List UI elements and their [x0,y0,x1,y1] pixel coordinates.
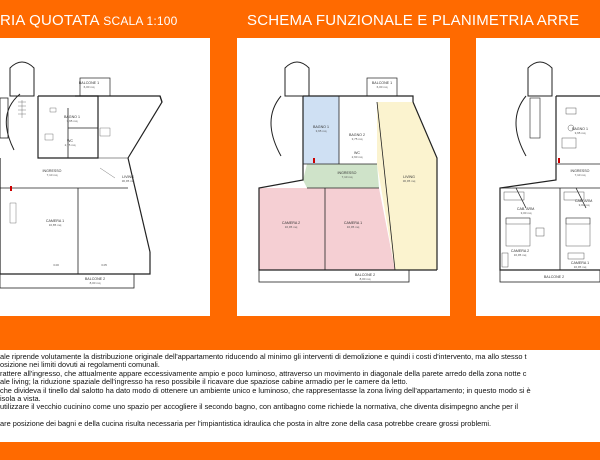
plan1-wc-area: 2,75 mq [64,143,76,147]
note-line-3: rattere all'ingresso, che attualmente appare eccessivamente ampio e poco luminoso, attraverso un movimento in diagonale della parete arredo della zona notte c [0,368,527,378]
schema-funzionale-drawing [237,38,450,316]
plan1-living-area: 30,95 mq [121,179,135,183]
plan2-living-area: 30,95 mq [402,179,416,183]
plan2-camera2-label: CAMERA 2 [281,221,301,225]
plan2-bagno2-label: BAGNO 2 [349,133,365,137]
plan1-balcone2-label: BALCONE 2 [84,277,106,281]
plan1-dimension-b: 3.05 [101,263,107,267]
plan2-bagno2-area: 3,75 mq [351,137,363,141]
plan3-bagno1-label: BAGNO 1 [572,127,588,131]
plan3-ingresso-area: 7,10 mq [574,173,586,177]
plan1-camera1-label: CAMERA 1 [45,219,65,223]
plan2-wc-label: WC [354,151,360,155]
note-line-2: osizione nei limiti dovuti ai regolamenti comunali. [0,360,160,370]
note-line-9: are posizione dei bagni e della cucina risulta necessaria per l'impiantistica idraulica che posta in altre zone della casa potrebbe creare grossi problemi. [0,419,492,429]
zone-camera-2 [259,188,325,270]
planimetria-arredata-panel [476,38,600,316]
plan1-ingresso-label: INGRESSO [42,169,62,173]
right-title: SCHEMA FUNZIONALE E PLANIMETRIA ARRE [247,12,580,29]
plan2-balcone2-area: 8,00 mq [359,277,371,281]
plan-quotata-panel [0,38,210,316]
plan3-camera1-label: CAMERA 1 [570,261,590,265]
plan2-camera1-area: 16,95 mq [346,225,360,229]
plan1-balcone1-area: 6,00 mq [83,85,95,89]
plan1-dimension-a: 3.00 [53,263,59,267]
plan1-bagno1-area: 3,65 mq [66,119,78,123]
plan3-camera2-area: 16,95 mq [513,253,527,257]
left-title-scale: SCALA 1:100 [103,14,178,28]
plan1-ingresso-area: 7,10 mq [46,173,58,177]
plan3-bagno1-area: 3,65 mq [574,131,586,135]
note-line-6: isola a vista. [0,394,41,404]
plan-quotata-drawing [0,38,210,316]
bottom-band [0,442,600,460]
note-line-7: utilizzare il vecchio cucinino come uno spazio per accogliere il secondo bagno, con antibagno come richiede la normativa, che diventa disimpegno anche per il [0,402,519,412]
plan2-living-label: LIVING [403,175,415,179]
plan3-cab-arm-area: 3,00 mq [520,211,532,215]
plan1-living-label: LIVING [122,175,134,179]
plan2-bagno1-area: 3,65 mq [315,129,327,133]
plan3-camera2-label: CAMERA 2 [510,249,530,253]
plan2-ingresso-label: INGRESSO [337,171,357,175]
plan3-cab-arm-label: CAB. ARM. [516,207,536,211]
plan2-balcone1-area: 6,00 mq [376,85,388,89]
left-title [0,12,178,30]
plan2-ingresso-area: 7,10 mq [341,175,353,179]
plan1-balcone2-area: 8,00 mq [89,281,101,285]
plan2-wc-area: 2,60 mq [351,155,363,159]
plan1-camera1-area: 16,85 mq [48,223,62,227]
note-line-5: che divideva il tinello dal salotto ha dato modo di ottenere un ambiente unico e luminoso, che rappresentasse la zona living dell'appartamento; in questo modo si è [0,385,531,395]
plan3-ingresso-label: INGRESSO [570,169,590,173]
schema-funzionale-panel [237,38,450,316]
plan3-cab-arm2-area: 3,00 mq [578,203,590,207]
plan2-camera2-area: 16,95 mq [284,225,298,229]
left-title-main: RIA QUOTATA [0,12,99,29]
note-line-1: ale riprende volutamente la distribuzione originale dell'appartamento riducendo al minimo gli interventi di demolizione e quindi i costi d'intervento, ma allo stesso t [0,352,527,361]
plan2-balcone2-label: BALCONE 2 [354,273,376,277]
plan3-cab-arm2-label: CAB. ARM. [574,199,594,203]
plan1-bagno1-label: BAGNO 1 [64,115,80,119]
plan3-camera1-area: 16,95 mq [573,265,587,269]
plan1-balcone1-label: BALCONE 1 [78,81,100,85]
plan3-balcone2-label: BALCONE 2 [543,275,565,279]
planimetria-arredata-drawing [476,38,600,316]
plan2-balcone1-label: BALCONE 1 [371,81,393,85]
note-line-4: ale living; la riduzione spaziale dell'ingresso ha reso possibile il ricavare due spaziose cabine armadio per le camere da letto. [0,377,408,387]
plan2-bagno1-label: BAGNO 1 [313,125,329,129]
description-text [0,350,600,442]
plan1-wc-label: WC [67,139,73,143]
plan2-camera1-label: CAMERA 1 [343,221,363,225]
